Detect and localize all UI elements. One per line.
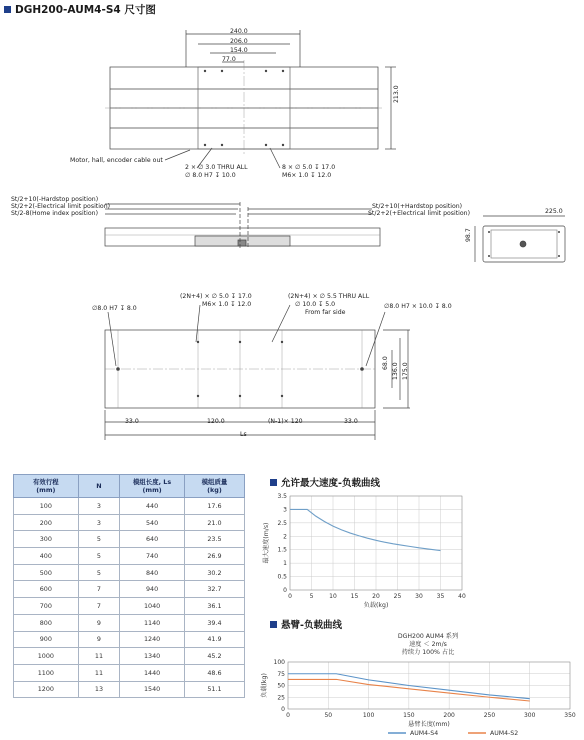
side-right-label-2: St/2+2(+Electrical limit position) [368, 210, 471, 217]
x-tick-label: 40 [458, 593, 466, 600]
x-tick-label: 10 [329, 593, 337, 600]
legend-label: AUM4-S4 [410, 730, 439, 737]
table-row [14, 631, 245, 648]
col-length: 模组长度, Ls (mm) [120, 475, 185, 498]
col-stroke: 有效行程 (mm) [14, 475, 79, 498]
table-row [14, 498, 245, 515]
cantilever-chart-heading: 悬臂-负载曲线 [270, 617, 342, 631]
chart2-subtitle: 速度 ＜ 2m/s [409, 641, 447, 648]
table-cell: 540 [120, 514, 185, 531]
bottom-dim-136: 136.0 [392, 362, 399, 380]
spec-table [13, 474, 245, 698]
table-cell: 1340 [120, 648, 185, 665]
table-cell: 400 [14, 548, 79, 565]
cantilever-heading-marker [270, 621, 277, 628]
table-cell: 17.6 [184, 498, 244, 515]
table-cell: 1440 [120, 664, 185, 681]
dim-240: 240.0 [230, 28, 248, 35]
bottom-right-3: From far side [305, 309, 346, 316]
y-tick-label: 0 [281, 706, 285, 713]
dim-206: 206.0 [230, 38, 248, 45]
table-cell: 39.4 [184, 614, 244, 631]
bottom-mid-1: (2N+4) × ∅ 5.0 ↧ 17.0 [180, 293, 252, 300]
table-cell: 5 [78, 564, 120, 581]
side-right-label-1: St/2+10(+Hardstop position) [372, 203, 463, 210]
speed-load-chart [258, 488, 478, 610]
table-cell: 26.9 [184, 548, 244, 565]
x-axis-label: 悬臂长度(mm) [408, 721, 450, 728]
table-row [14, 681, 245, 698]
y-tick-label: 0 [283, 587, 287, 594]
bottom-dim-n1: (N-1)× 120 [268, 418, 303, 425]
x-tick-label: 20 [372, 593, 380, 600]
x-tick-label: 50 [324, 712, 333, 719]
table-row [14, 581, 245, 598]
bottom-dim-68: 68.0 [382, 356, 389, 370]
end-height: 98.7 [465, 228, 472, 242]
col-mass: 模组质量 (kg) [184, 475, 244, 498]
table-cell: 100 [14, 498, 79, 515]
table-cell: 51.1 [184, 681, 244, 698]
table-cell: 740 [120, 548, 185, 565]
table-cell: 13 [78, 681, 120, 698]
table-cell: 21.0 [184, 514, 244, 531]
y-tick-label: 1.5 [277, 546, 287, 554]
table-row [14, 531, 245, 548]
x-tick-label: 100 [362, 712, 375, 719]
table-cell: 41.9 [184, 631, 244, 648]
bottom-dim-33-left: 33.0 [125, 418, 139, 425]
end-view-drawing [465, 208, 575, 268]
table-row [14, 598, 245, 615]
note-right-2: M6× 1.0 ↧ 12.0 [282, 172, 332, 179]
y-tick-label: 25 [277, 694, 285, 702]
bottom-right-1: (2N+4) × ∅ 5.5 THRU ALL [288, 293, 370, 300]
y-tick-label: 100 [273, 659, 285, 666]
end-width: 225.0 [545, 208, 563, 215]
bottom-pin-right: ∅8.0 H7 × 10.0 ↧ 8.0 [384, 303, 452, 310]
table-cell: 1240 [120, 631, 185, 648]
y-axis-label: 最大速度(m/s) [263, 522, 270, 564]
table-cell: 1200 [14, 681, 79, 698]
chart2-subtitle: 持续力 100% 占比 [401, 649, 455, 656]
y-tick-label: 1 [283, 560, 287, 568]
bottom-dim-120: 120.0 [207, 418, 225, 425]
table-cell: 640 [120, 531, 185, 548]
table-row [14, 664, 245, 681]
table-cell: 36.1 [184, 598, 244, 615]
table-cell: 300 [14, 531, 79, 548]
table-cell: 30.2 [184, 564, 244, 581]
y-tick-label: 75 [277, 670, 285, 678]
x-tick-label: 5 [309, 593, 314, 600]
table-cell: 5 [78, 548, 120, 565]
legend-label: AUM4-S2 [490, 730, 519, 737]
page-title: DGH200-AUM4-S4 尺寸图 [4, 2, 156, 17]
y-tick-label: 50 [277, 682, 285, 690]
table-cell: 3 [78, 498, 120, 515]
col-n: N [78, 475, 120, 498]
table-cell: 1140 [120, 614, 185, 631]
y-tick-label: 2.5 [277, 519, 287, 527]
bottom-right-2: ∅ 10.0 ↧ 5.0 [295, 301, 336, 308]
table-cell: 200 [14, 514, 79, 531]
side-left-label-3: St/2-8(Home index position) [11, 210, 99, 217]
side-left-label-1: St/2+10(-Hardstop position) [11, 196, 99, 203]
table-cell: 440 [120, 498, 185, 515]
table-cell: 11 [78, 664, 120, 681]
table-cell: 1100 [14, 664, 79, 681]
series-line-speed [290, 509, 441, 550]
x-tick-label: 200 [443, 712, 455, 719]
table-cell: 11 [78, 648, 120, 665]
table-cell: 800 [14, 614, 79, 631]
x-tick-label: 250 [483, 712, 496, 719]
table-cell: 5 [78, 531, 120, 548]
speed-heading-marker [270, 479, 277, 486]
table-cell: 600 [14, 581, 79, 598]
cable-note: Motor, hall, encoder cable out [70, 157, 163, 164]
x-axis-label: 负载(kg) [363, 602, 389, 609]
x-tick-label: 0 [288, 593, 292, 600]
table-row [14, 564, 245, 581]
table-cell: 1040 [120, 598, 185, 615]
table-row [14, 514, 245, 531]
x-tick-label: 300 [523, 712, 536, 719]
dim-154: 154.0 [230, 47, 248, 54]
x-tick-label: 35 [436, 593, 445, 600]
y-tick-label: 0.5 [277, 573, 287, 581]
dim-77: 77.0 [222, 56, 236, 63]
table-row [14, 648, 245, 665]
y-tick-label: 2 [283, 533, 287, 541]
table-cell: 1000 [14, 648, 79, 665]
y-tick-label: 3 [283, 506, 287, 514]
note-left-1: 2 × ∅ 3.0 THRU ALL [185, 164, 248, 171]
note-left-2: ∅ 8.0 H7 ↧ 10.0 [185, 172, 236, 179]
x-tick-label: 30 [415, 593, 423, 600]
table-cell: 23.5 [184, 531, 244, 548]
table-cell: 3 [78, 514, 120, 531]
side-left-label-2: St/2+2(-Electrical limit position) [11, 203, 111, 210]
table-cell: 840 [120, 564, 185, 581]
table-cell: 7 [78, 581, 120, 598]
table-cell: 940 [120, 581, 185, 598]
table-cell: 9 [78, 614, 120, 631]
cantilever-load-chart [258, 628, 580, 740]
table-cell: 1540 [120, 681, 185, 698]
x-tick-label: 150 [403, 712, 415, 719]
table-row [14, 614, 245, 631]
note-right-1: 8 × ∅ 5.0 ↧ 17.0 [282, 164, 336, 171]
table-cell: 9 [78, 631, 120, 648]
bottom-dim-ls: Ls [240, 431, 247, 438]
x-tick-label: 0 [286, 712, 290, 719]
bottom-pin-left: ∅8.0 H7 ↧ 8.0 [92, 305, 137, 312]
bottom-dim-175: 175.0 [402, 362, 409, 380]
y-tick-label: 3.5 [277, 493, 287, 500]
table-row [14, 548, 245, 565]
table-cell: 32.7 [184, 581, 244, 598]
table-cell: 7 [78, 598, 120, 615]
bottom-view-drawing [0, 290, 584, 460]
x-tick-label: 350 [564, 712, 576, 719]
table-cell: 48.6 [184, 664, 244, 681]
x-tick-label: 15 [350, 593, 359, 600]
table-cell: 700 [14, 598, 79, 615]
dim-213: 213.0 [393, 85, 400, 103]
speed-chart-heading: 允许最大速度-负载曲线 [270, 475, 380, 489]
table-cell: 900 [14, 631, 79, 648]
table-cell: 45.2 [184, 648, 244, 665]
table-cell: 500 [14, 564, 79, 581]
bottom-mid-2: M6× 1.0 ↧ 12.0 [202, 301, 252, 308]
chart2-title: DGH200 AUM4 系列 [397, 633, 459, 640]
y-axis-label: 负载(kg) [261, 673, 268, 698]
bottom-dim-33-right: 33.0 [344, 418, 358, 425]
x-tick-label: 25 [393, 593, 402, 600]
